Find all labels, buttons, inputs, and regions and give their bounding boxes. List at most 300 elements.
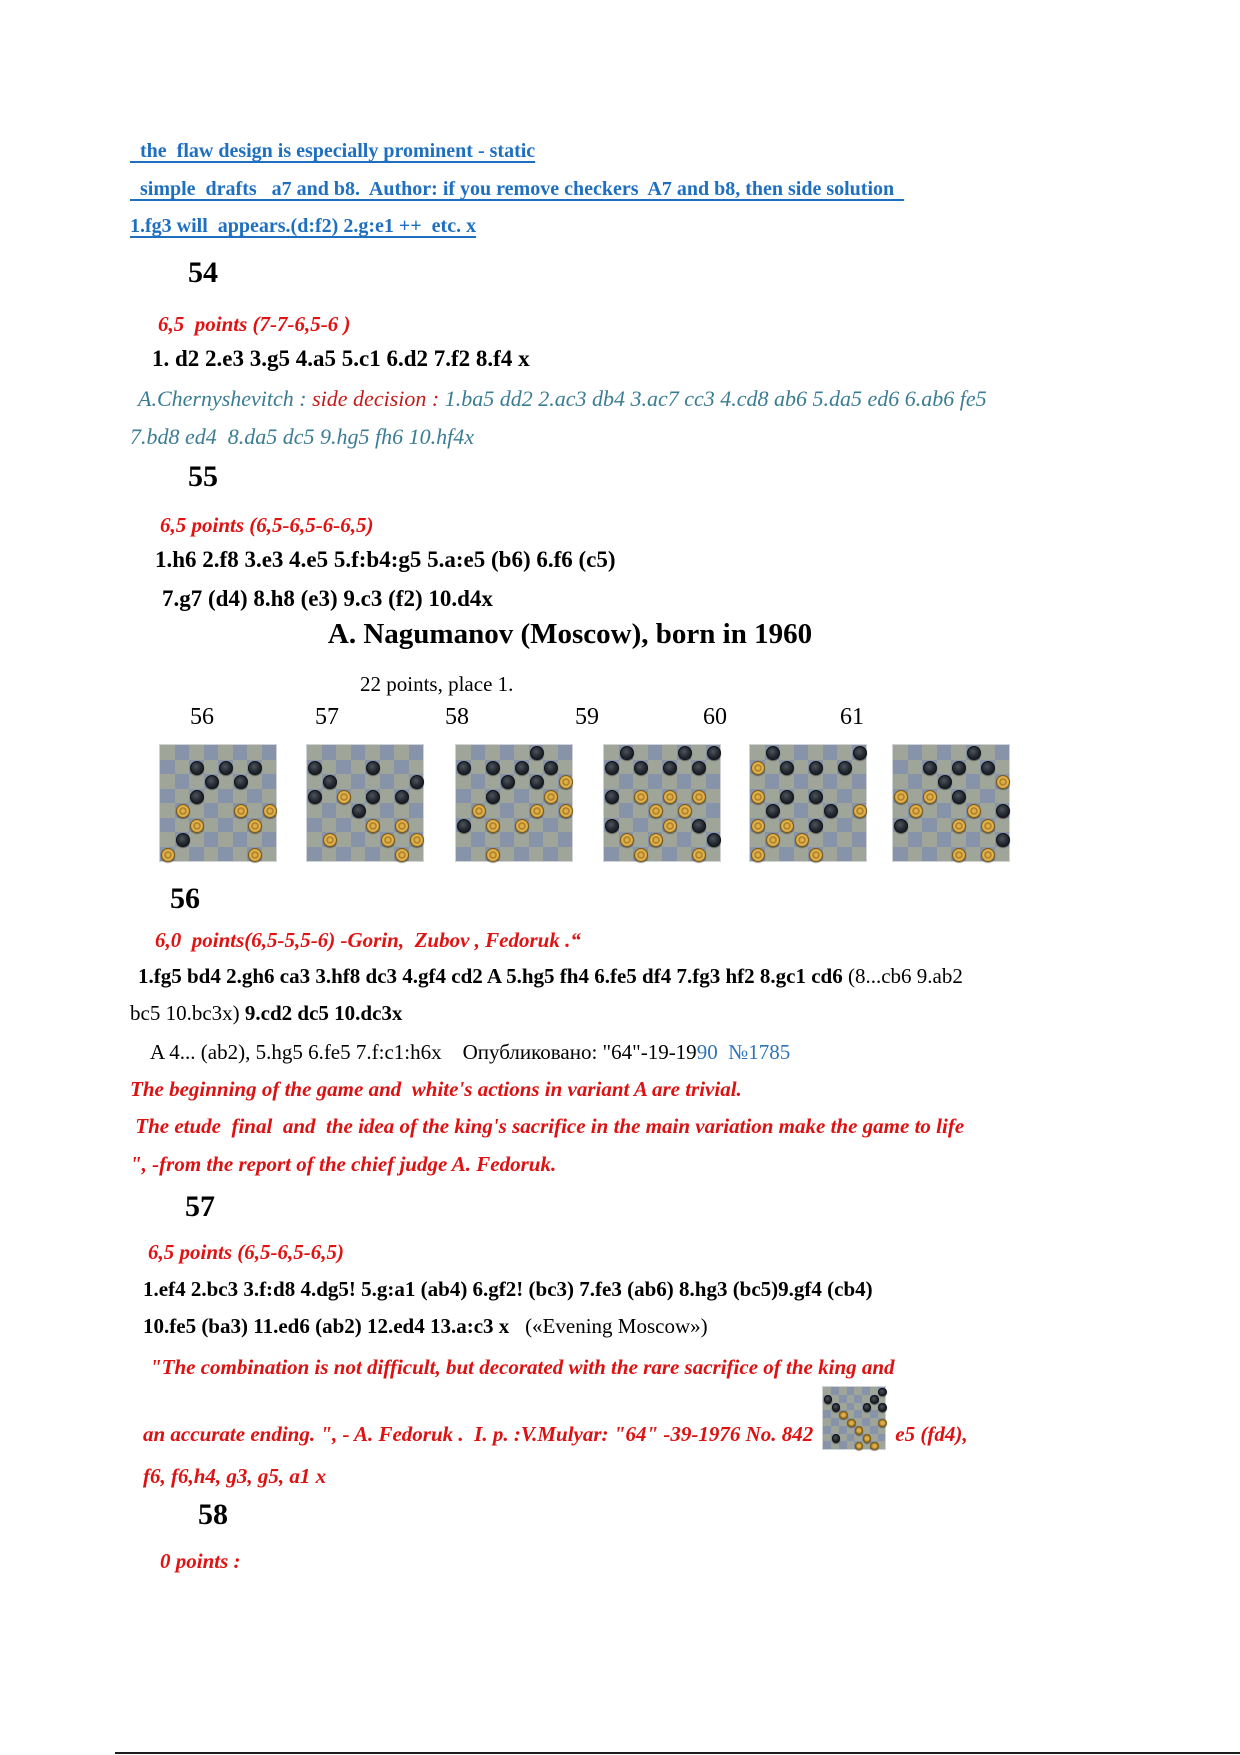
black-checker (692, 819, 706, 833)
board-square (247, 803, 262, 818)
board-square (847, 1395, 855, 1403)
black-checker (605, 790, 619, 804)
board-square (862, 1426, 870, 1434)
board-square (365, 803, 380, 818)
board-square (765, 774, 780, 789)
white-checker (248, 819, 262, 833)
black-checker (530, 775, 544, 789)
problem-54-points: 6,5 points (7-7-6,5-6 ) (158, 312, 351, 336)
board-square (485, 774, 500, 789)
board-square (175, 818, 190, 833)
white-checker (323, 833, 337, 847)
board-square (980, 745, 995, 760)
board-square (619, 818, 634, 833)
board-square (204, 832, 219, 847)
black-checker (692, 761, 706, 775)
board-square (218, 803, 233, 818)
black-checker (366, 790, 380, 804)
board-square (365, 774, 380, 789)
board-square (247, 789, 262, 804)
white-checker (263, 804, 277, 818)
white-checker (486, 848, 500, 862)
board-square (233, 847, 248, 862)
problem-56-variant-line (150, 1040, 790, 1065)
problem-57-solution-line-2 (143, 1314, 708, 1339)
board-square (839, 1441, 847, 1449)
board-square (247, 774, 262, 789)
board-square (543, 774, 558, 789)
board-square (307, 745, 322, 760)
black-checker (634, 761, 648, 775)
board-square (794, 818, 809, 833)
board-square (808, 745, 823, 760)
white-checker (855, 1442, 864, 1451)
white-checker (663, 790, 677, 804)
problem-55-heading: 55 (188, 460, 218, 493)
board-square (908, 789, 923, 804)
board-square (233, 760, 248, 775)
board-square (870, 1410, 878, 1418)
board-square (823, 745, 838, 760)
board-square (514, 847, 529, 862)
board-square (937, 745, 952, 760)
comment-text-pre: an accurate ending. ", - A. Fedoruk . I. p. :V.Mulyar: "64" -39-1976 No. 842 (143, 1422, 814, 1446)
board-square (456, 847, 471, 862)
board-square (380, 847, 395, 862)
board-label-61: 61 (840, 704, 864, 730)
board-square (922, 774, 937, 789)
board-square (908, 832, 923, 847)
black-checker (457, 761, 471, 775)
board-square (351, 789, 366, 804)
board-square (604, 847, 619, 862)
white-checker (870, 1442, 879, 1451)
board-square (852, 789, 867, 804)
solution-variation: (8...cb6 9.ab2 (847, 964, 963, 988)
board-square (837, 745, 852, 760)
black-checker (205, 775, 219, 789)
board-square (365, 832, 380, 847)
board-square (500, 789, 515, 804)
black-checker (308, 761, 322, 775)
board-square (831, 1387, 839, 1395)
board-diagram-60 (750, 745, 866, 861)
problem-56-comment-1: The beginning of the game and white's actions in variant A are trivial. (130, 1077, 742, 1101)
board-square (500, 847, 515, 862)
board-square (218, 774, 233, 789)
board-square (336, 774, 351, 789)
board-square (691, 803, 706, 818)
board-square (750, 803, 765, 818)
board-square (839, 1426, 847, 1434)
board-square (750, 774, 765, 789)
white-checker (395, 819, 409, 833)
board-square (558, 832, 573, 847)
board-square (854, 1387, 862, 1395)
black-checker (996, 833, 1010, 847)
black-checker (530, 746, 544, 760)
board-square (218, 847, 233, 862)
board-square (558, 760, 573, 775)
board-square (500, 745, 515, 760)
board-square (837, 774, 852, 789)
board-square (677, 818, 692, 833)
board-square (471, 789, 486, 804)
board-square (870, 1387, 878, 1395)
board-square (937, 832, 952, 847)
board-square (307, 803, 322, 818)
solution-moves: 10.fe5 (ba3) 11.ed6 (ab2) 12.ed4 13.a:c3 x (143, 1314, 510, 1338)
board-square (485, 745, 500, 760)
board-square (218, 789, 233, 804)
black-checker (620, 746, 634, 760)
board-square (160, 818, 175, 833)
board-square (218, 832, 233, 847)
board-square (852, 818, 867, 833)
board-square (558, 847, 573, 862)
white-checker (176, 804, 190, 818)
board-square (633, 745, 648, 760)
board-square (189, 774, 204, 789)
white-checker (751, 790, 765, 804)
black-checker (501, 775, 515, 789)
board-square (619, 774, 634, 789)
solution-source: («Evening Moscow») (509, 1314, 708, 1338)
board-square (218, 818, 233, 833)
board-square (351, 818, 366, 833)
board-square (951, 832, 966, 847)
board-square (175, 760, 190, 775)
board-square (262, 789, 277, 804)
note-moves-1: 1.ba5 dd2 2.ac3 db4 3.ac7 cc3 4.cd8 ab6 5.da5 ed6 6.ab6 fe5 (444, 386, 987, 411)
board-square (514, 789, 529, 804)
board-square (409, 803, 424, 818)
board-square (648, 789, 663, 804)
board-square (662, 847, 677, 862)
white-checker (190, 819, 204, 833)
white-checker (515, 819, 529, 833)
black-checker (838, 761, 852, 775)
black-checker (352, 804, 366, 818)
board-square (204, 847, 219, 862)
board-square (854, 1403, 862, 1411)
board-square (456, 803, 471, 818)
board-square (233, 818, 248, 833)
problem-56-solution-line-1 (138, 964, 963, 989)
board-square (604, 832, 619, 847)
board-square (922, 745, 937, 760)
board-square (893, 832, 908, 847)
board-label-56: 56 (190, 704, 214, 730)
board-square (648, 760, 663, 775)
board-square (937, 789, 952, 804)
board-square (951, 745, 966, 760)
board-square (779, 745, 794, 760)
board-square (189, 847, 204, 862)
board-square (831, 1395, 839, 1403)
board-square (619, 760, 634, 775)
board-square (823, 818, 838, 833)
board-square (307, 832, 322, 847)
problem-55-points: 6,5 points (6,5-6,5-6-6,5) (160, 513, 374, 537)
problem-56-comment-3: ", -from the report of the chief judge A. Fedoruk. (130, 1152, 557, 1176)
white-checker (678, 804, 692, 818)
board-square (908, 745, 923, 760)
board-square (394, 832, 409, 847)
board-square (514, 774, 529, 789)
white-checker (751, 819, 765, 833)
board-square (765, 847, 780, 862)
board-square (380, 803, 395, 818)
board-square (351, 847, 366, 862)
problem-54-note-line-1 (138, 386, 987, 412)
board-square (558, 745, 573, 760)
board-square (500, 818, 515, 833)
board-square (794, 774, 809, 789)
black-checker (923, 761, 937, 775)
intro-line-2: simple drafts a7 and b8. Author: if you remove checkers A7 and b8, then side solution (130, 178, 905, 200)
black-checker (366, 761, 380, 775)
board-square (862, 1387, 870, 1395)
variant-a-moves: A 4... (ab2), 5.hg5 6.fe5 7.f:c1:h6x (150, 1040, 463, 1064)
board-square (966, 760, 981, 775)
board-square (204, 803, 219, 818)
white-checker (395, 848, 409, 862)
board-square (779, 832, 794, 847)
board-square (839, 1418, 847, 1426)
white-checker (996, 775, 1010, 789)
board-square (765, 818, 780, 833)
white-checker (486, 819, 500, 833)
board-square (847, 1387, 855, 1395)
published-label: Опубликовано: "64"-19-19 (462, 1040, 697, 1064)
note-side-decision: side decision : (312, 386, 445, 411)
board-square (456, 789, 471, 804)
white-checker (634, 848, 648, 862)
black-checker (190, 790, 204, 804)
board-square (262, 818, 277, 833)
board-square (823, 789, 838, 804)
board-square (922, 818, 937, 833)
board-square (233, 745, 248, 760)
intro-line-1: the flaw design is especially prominent - static (130, 140, 536, 162)
board-square (558, 789, 573, 804)
board-square (823, 1418, 831, 1426)
white-checker (649, 833, 663, 847)
board-square (937, 847, 952, 862)
note-author: A.Chernyshevitch : (138, 386, 313, 411)
board-square (394, 760, 409, 775)
board-diagram-56 (160, 745, 276, 861)
board-square (471, 818, 486, 833)
board-square (409, 745, 424, 760)
problem-57-comment-1: "The combination is not difficult, but decorated with the rare sacrifice of the king and (150, 1355, 895, 1379)
white-checker (649, 804, 663, 818)
white-checker (878, 1419, 887, 1428)
board-square (691, 774, 706, 789)
board-square (706, 760, 721, 775)
board-square (995, 745, 1010, 760)
board-square (937, 760, 952, 775)
white-checker (234, 804, 248, 818)
board-square (409, 789, 424, 804)
board-square (706, 789, 721, 804)
board-square (847, 1441, 855, 1449)
board-square (852, 847, 867, 862)
board-square (908, 760, 923, 775)
board-square (365, 745, 380, 760)
board-square (543, 818, 558, 833)
board-square (160, 803, 175, 818)
board-square (854, 1410, 862, 1418)
board-square (262, 847, 277, 862)
board-square (558, 818, 573, 833)
board-square (823, 1410, 831, 1418)
board-square (409, 818, 424, 833)
mini-board-diagram (823, 1387, 885, 1449)
white-checker (366, 819, 380, 833)
board-square (619, 803, 634, 818)
board-square (908, 847, 923, 862)
board-square (189, 745, 204, 760)
board-square (380, 789, 395, 804)
white-checker (766, 833, 780, 847)
board-square (336, 818, 351, 833)
board-square (837, 789, 852, 804)
board-square (706, 818, 721, 833)
black-checker (605, 761, 619, 775)
board-square (852, 774, 867, 789)
board-square (175, 789, 190, 804)
board-square (794, 760, 809, 775)
board-square (839, 1395, 847, 1403)
board-label-58: 58 (445, 704, 469, 730)
board-square (677, 847, 692, 862)
black-checker (870, 1395, 879, 1404)
board-square (160, 745, 175, 760)
black-checker (395, 790, 409, 804)
board-square (908, 774, 923, 789)
board-square (839, 1387, 847, 1395)
board-square (837, 832, 852, 847)
board-square (485, 803, 500, 818)
board-square (351, 774, 366, 789)
problem-55-solution-line-1: 1.h6 2.f8 3.e3 4.e5 5.f:b4:g5 5.a:e5 (b6) 6.f6 (c5) (155, 547, 616, 572)
board-square (322, 818, 337, 833)
board-diagram-57 (307, 745, 423, 861)
board-square (677, 760, 692, 775)
board-diagram-59 (604, 745, 720, 861)
board-square (750, 832, 765, 847)
board-square (808, 803, 823, 818)
board-square (604, 745, 619, 760)
white-checker (161, 848, 175, 862)
board-square (908, 818, 923, 833)
board-square (619, 789, 634, 804)
board-square (322, 760, 337, 775)
board-square (966, 847, 981, 862)
board-square (779, 774, 794, 789)
black-checker (663, 761, 677, 775)
board-square (529, 847, 544, 862)
black-checker (967, 746, 981, 760)
board-square (847, 1434, 855, 1442)
board-square (837, 847, 852, 862)
board-square (922, 847, 937, 862)
board-square (808, 774, 823, 789)
board-square (351, 760, 366, 775)
problem-55-solution-line-2: 7.g7 (d4) 8.h8 (e3) 9.c3 (f2) 10.d4x (162, 586, 493, 611)
board-square (893, 803, 908, 818)
board-square (837, 803, 852, 818)
black-checker (780, 761, 794, 775)
problem-57-comment-2 (143, 1387, 968, 1449)
board-square (380, 745, 395, 760)
board-square (204, 760, 219, 775)
board-square (823, 832, 838, 847)
white-checker (847, 1419, 856, 1428)
board-square (750, 745, 765, 760)
board-square (779, 847, 794, 862)
black-checker (780, 790, 794, 804)
board-square (823, 1426, 831, 1434)
black-checker (308, 790, 322, 804)
board-square (980, 832, 995, 847)
white-checker (663, 819, 677, 833)
board-square (604, 774, 619, 789)
board-square (456, 832, 471, 847)
published-ref: 90 №1785 (696, 1040, 791, 1064)
board-square (322, 745, 337, 760)
black-checker (544, 761, 558, 775)
board-square (233, 789, 248, 804)
problem-54-heading: 54 (188, 256, 218, 289)
board-square (336, 745, 351, 760)
board-square (619, 847, 634, 862)
board-label-57: 57 (315, 704, 339, 730)
author-subheading: 22 points, place 1. (360, 672, 514, 696)
white-checker (780, 819, 794, 833)
board-square (648, 774, 663, 789)
board-square (922, 832, 937, 847)
board-square (980, 789, 995, 804)
board-square (995, 789, 1010, 804)
board-square (677, 774, 692, 789)
white-checker (909, 804, 923, 818)
board-square (980, 774, 995, 789)
board-square (691, 832, 706, 847)
board-square (471, 745, 486, 760)
board-square (380, 818, 395, 833)
board-square (365, 847, 380, 862)
board-square (380, 774, 395, 789)
board-square (706, 847, 721, 862)
black-checker (853, 746, 867, 760)
black-checker (938, 775, 952, 789)
board-square (893, 745, 908, 760)
board-square (808, 832, 823, 847)
white-checker (981, 819, 995, 833)
board-square (160, 760, 175, 775)
black-checker (824, 804, 838, 818)
black-checker (996, 804, 1010, 818)
board-square (823, 774, 838, 789)
board-square (394, 803, 409, 818)
board-square (922, 803, 937, 818)
board-square (691, 745, 706, 760)
black-checker (707, 746, 721, 760)
board-square (307, 774, 322, 789)
